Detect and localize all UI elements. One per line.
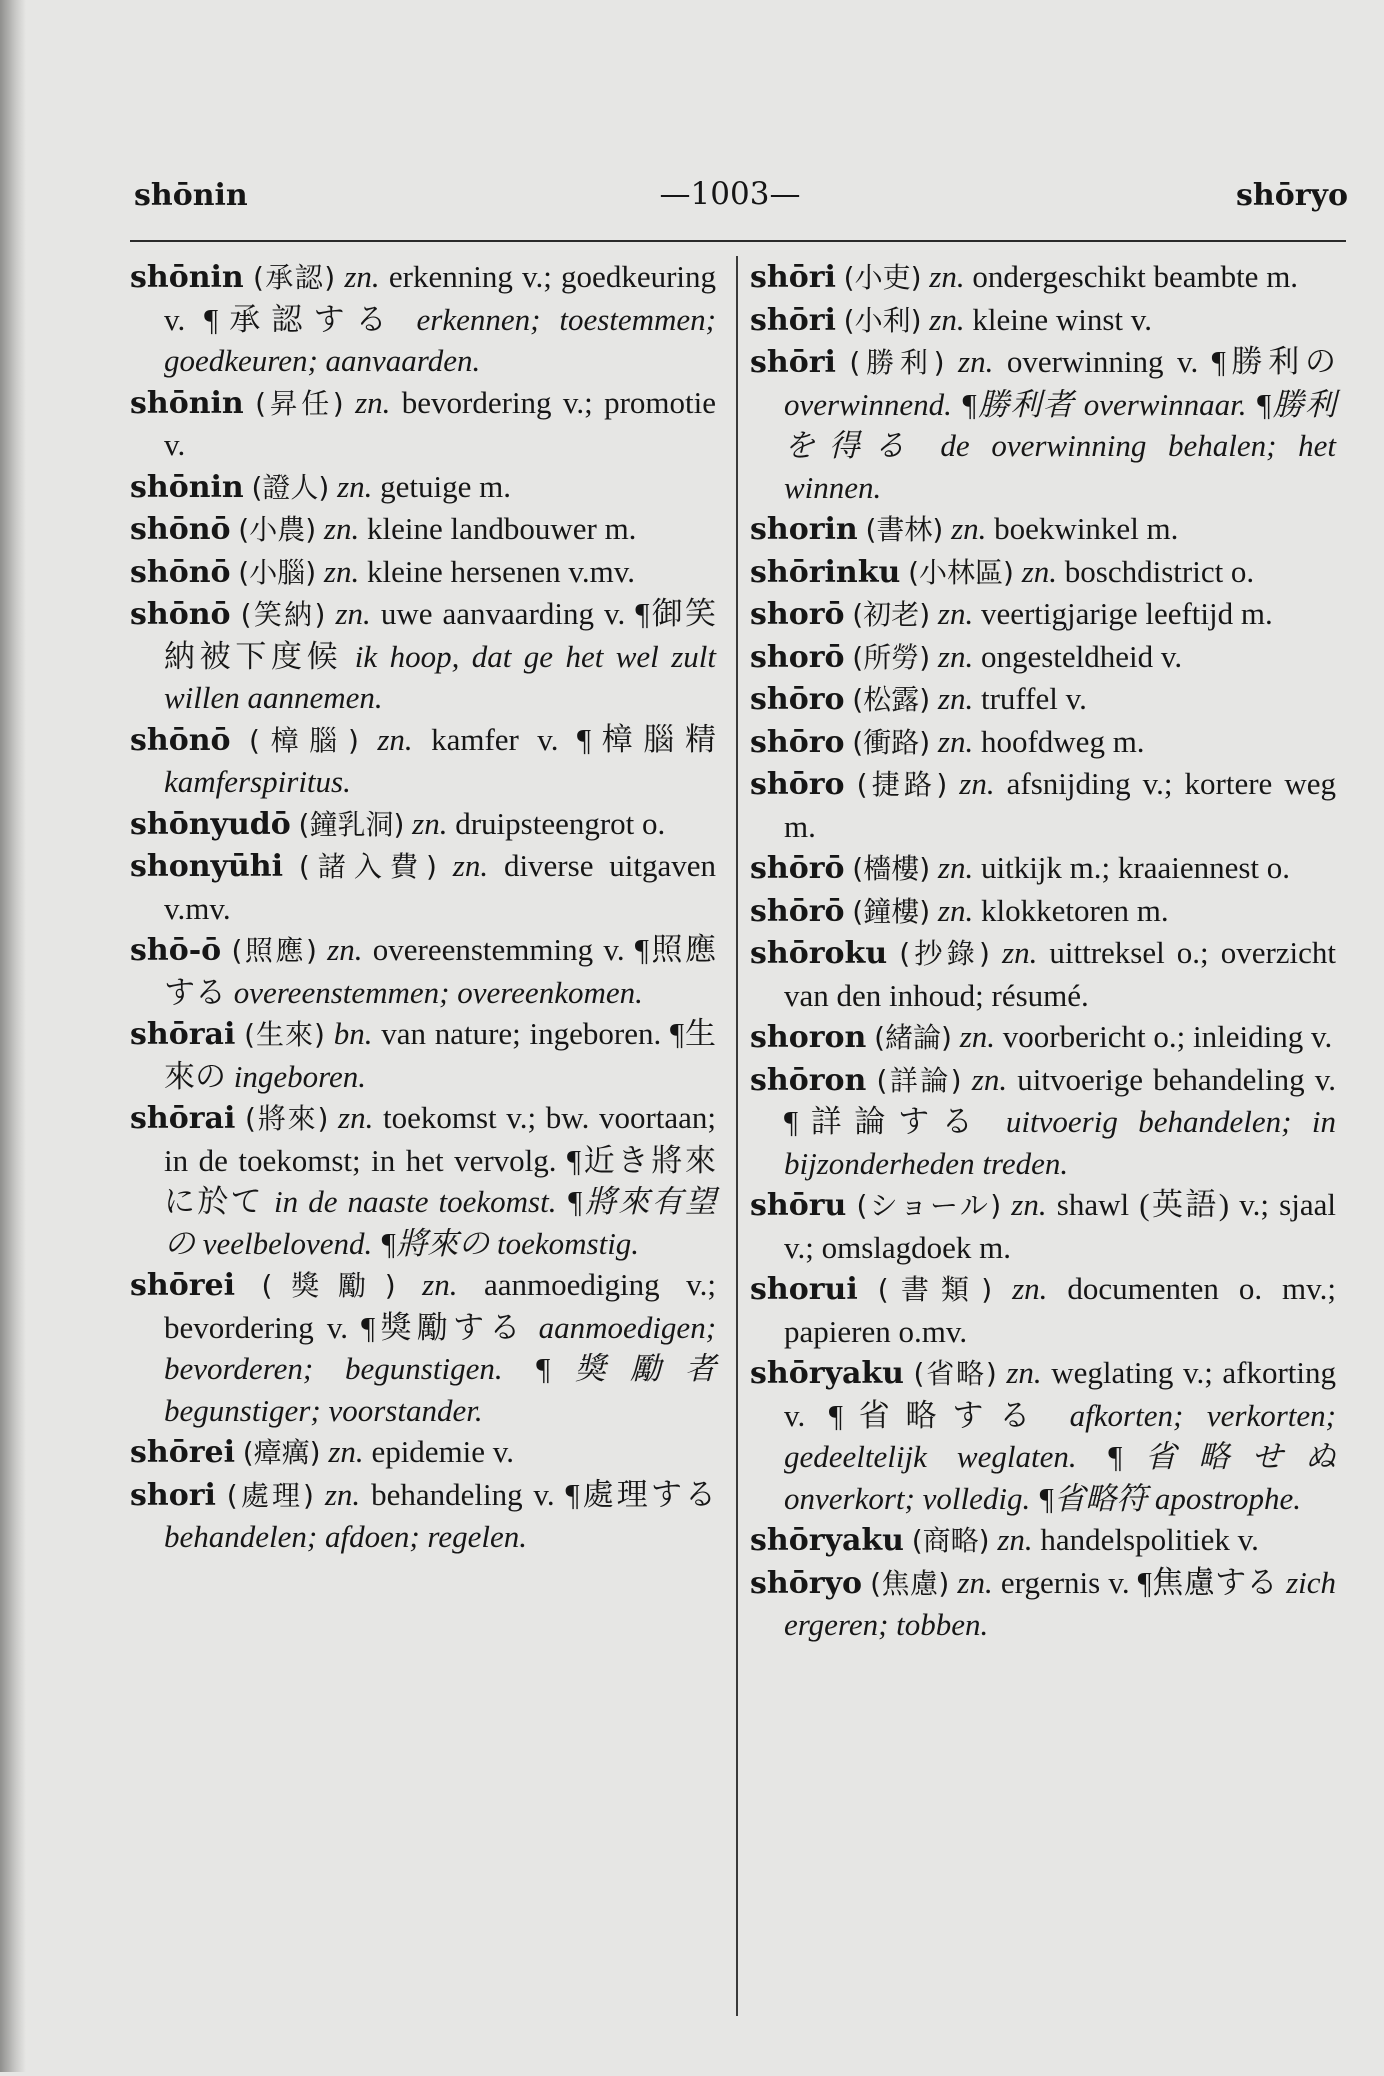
headword: shōrai (130, 1017, 236, 1052)
italic-translation: ingeboren. (233, 1058, 367, 1094)
dictionary-entry (130, 256, 716, 382)
kanji: (檣樓) (852, 852, 931, 885)
definition: druipsteengrot o. (455, 805, 666, 841)
dictionary-entry (750, 551, 1336, 594)
columns (130, 256, 1342, 2076)
part-of-speech: zn. (1011, 1187, 1047, 1222)
definition: ongesteldheid v. (980, 638, 1183, 674)
kanji: (獎勵) (261, 1269, 396, 1302)
dictionary-entry (750, 1268, 1336, 1352)
italic-translation: behandelen; afdoen; regelen. (164, 1519, 527, 1554)
part-of-speech: zn. (338, 1100, 374, 1135)
headword: shorō (750, 597, 845, 632)
headword: shōryaku (750, 1356, 904, 1391)
headword: shorō (750, 639, 845, 675)
headword: shōryo (750, 1565, 862, 1601)
kanji: (焦慮) (870, 1566, 950, 1600)
dictionary-entry (130, 1264, 716, 1431)
kanji: (諸入費) (298, 850, 437, 883)
headword: shōrō (750, 893, 845, 929)
headword: shōri (750, 260, 836, 295)
headword: shōron (750, 1062, 867, 1098)
kanji: (ショール) (856, 1189, 1002, 1222)
italic-translation: zich ergeren; tobben. (784, 1564, 1337, 1642)
kanji: (所勞) (852, 640, 931, 674)
definition: uitvoerige behandeling v. ¶詳論する (784, 1061, 1337, 1139)
definition: voorbericht o.; inleiding v. (1002, 1019, 1333, 1054)
part-of-speech: zn. (422, 1267, 458, 1302)
dictionary-entry (130, 1474, 716, 1558)
part-of-speech: zn. (1021, 553, 1058, 589)
dictionary-entry (750, 1059, 1336, 1185)
kanji: (鐘乳洞) (298, 807, 405, 841)
part-of-speech: zn. (335, 596, 371, 631)
kanji: (笑納) (240, 598, 326, 631)
part-of-speech: zn. (323, 511, 360, 546)
part-of-speech: zn. (958, 344, 994, 379)
part-of-speech: zn. (327, 932, 363, 967)
dictionary-entry (130, 845, 716, 929)
headword: shōrai (130, 1101, 236, 1136)
kanji: (承認) (252, 261, 336, 294)
kanji: (松露) (852, 683, 931, 716)
definition: diverse uitgaven v.mv. (164, 848, 717, 926)
italic-translation: in de naaste toekomst. ¶將來有望の veelbelovend. ¶將來の toekomstig. (164, 1184, 717, 1261)
part-of-speech: zn. (1006, 1355, 1042, 1390)
part-of-speech: zn. (937, 681, 974, 716)
definition: van nature; ingeboren. ¶生來の (164, 1016, 717, 1094)
header-rule (130, 240, 1346, 242)
kanji: (昇任) (255, 386, 344, 420)
header-last-word: shōryo (1236, 178, 1348, 213)
headword: shōrō (750, 851, 845, 886)
definition: erkenning v.; goedkeuring v. ¶承認する (164, 259, 717, 337)
headword: shōro (750, 767, 845, 802)
headword: shōnō (130, 722, 231, 758)
kanji: (書類) (877, 1273, 993, 1306)
part-of-speech: zn. (324, 1476, 361, 1512)
kanji: (生來) (244, 1018, 325, 1051)
definition: truffel v. (980, 681, 1087, 716)
headword: shōro (750, 682, 845, 717)
part-of-speech: zn. (929, 301, 965, 337)
kanji: (鐘樓) (852, 894, 931, 928)
dictionary-entry (130, 1097, 716, 1264)
dictionary-entry (750, 341, 1336, 508)
part-of-speech: zn. (452, 848, 489, 883)
kanji: (瘴癘) (242, 1436, 321, 1469)
definition: uwe aanvaarding v. ¶御笑納被下度候 (164, 596, 717, 674)
kanji: (緒論) (874, 1021, 952, 1054)
definition: klokketoren m. (980, 892, 1169, 928)
headword: shō-ō (130, 933, 222, 968)
kanji: (小腦) (238, 555, 317, 589)
part-of-speech: zn. (337, 468, 373, 504)
headword: shōri (750, 302, 836, 338)
headword: shōryaku (750, 1523, 904, 1558)
dictionary-entry (750, 763, 1336, 847)
definition: bevordering v.; promotie v. (164, 384, 717, 462)
kanji: (衝路) (852, 725, 931, 759)
definition: toekomst v.; bw. voortaan; in de toekomst; in het vervolg. ¶近き將來に於て (164, 1100, 717, 1219)
kanji: (小農) (238, 513, 317, 546)
part-of-speech: zn. (377, 721, 413, 757)
headword: shōnin (130, 469, 244, 505)
column-divider (736, 256, 738, 2016)
headword: shōnō (130, 597, 231, 632)
kanji: (書林) (865, 513, 944, 546)
definition: uitkijk m.; kraaiennest o. (980, 850, 1291, 885)
dictionary-entry (130, 508, 716, 551)
kanji: (樟腦) (248, 723, 359, 757)
dictionary-entry (750, 636, 1336, 679)
definition: kleine hersenen v.mv. (366, 553, 635, 589)
kanji: (將來) (244, 1102, 329, 1135)
part-of-speech: zn. (412, 805, 448, 841)
italic-translation: afkorten; verkorten; gedeeltelijk weglaten. ¶省略せぬ onverkort; volledig. ¶省略符 apostrophe. (784, 1397, 1336, 1516)
part-of-speech: zn. (959, 766, 995, 801)
book-spine-shadow (0, 0, 26, 2072)
definition: veertigjarige leeftijd m. (980, 596, 1273, 631)
definition: ergernis v. ¶焦慮する (1000, 1564, 1278, 1600)
left-column (130, 256, 716, 1558)
dictionary-entry (130, 551, 716, 594)
italic-translation: ik hoop, dat ge het wel zult willen aannemen. (164, 638, 717, 715)
dictionary-entry (130, 1013, 716, 1097)
part-of-speech: zn. (997, 1522, 1033, 1557)
kanji: (商略) (911, 1524, 990, 1557)
italic-translation: uitvoerig behandelen; in bijzonderheden treden. (784, 1104, 1337, 1181)
part-of-speech: zn. (355, 384, 391, 420)
definition: boschdistrict o. (1064, 553, 1255, 589)
definition: getuige m. (380, 468, 512, 504)
definition: shawl (英語) v.; sjaal v.; omslagdoek m. (784, 1187, 1336, 1265)
dictionary-entry (750, 890, 1336, 933)
part-of-speech: zn. (929, 259, 965, 294)
kanji: (小吏) (843, 261, 922, 294)
dictionary-entry (750, 299, 1336, 342)
dictionary-entry (130, 803, 716, 846)
definition: boekwinkel m. (994, 511, 1179, 546)
definition: kamfer v. ¶樟腦精 (431, 721, 717, 757)
part-of-speech: zn. (323, 553, 360, 589)
part-of-speech: zn. (957, 1564, 993, 1600)
header-first-word: shōnin (134, 178, 248, 213)
kanji: (照應) (231, 934, 317, 967)
part-of-speech: zn. (937, 850, 974, 885)
headword: shōro (750, 724, 845, 760)
definition: handelspolitiek v. (1040, 1522, 1259, 1557)
definition: hoofdweg m. (980, 723, 1145, 759)
part-of-speech: zn. (951, 511, 987, 546)
headword: shonyūhi (130, 849, 283, 884)
definition: behandeling v. ¶處理する (371, 1476, 717, 1512)
italic-translation: overwinnend. ¶勝利者 overwinnaar. ¶勝利を得る de overwinning behalen; het winnen. (784, 386, 1336, 505)
italic-translation: aanmoedigen; bevorderen; begunstigen. ¶獎勵者 begunstiger; voorstander. (164, 1309, 717, 1428)
dictionary-entry (750, 1016, 1336, 1059)
headword: shōrinku (750, 554, 901, 590)
kanji: (證人) (251, 470, 330, 504)
headword: shōroku (750, 936, 888, 971)
dictionary-entry (750, 847, 1336, 890)
page-header (120, 160, 1348, 224)
part-of-speech: zn. (1002, 935, 1038, 970)
headword: shōrei (130, 1435, 235, 1470)
headword: shori (130, 1477, 216, 1513)
kanji: (勝利) (849, 346, 945, 379)
kanji: (小林區) (908, 555, 1014, 589)
dictionary-entry (750, 593, 1336, 636)
headword: shōnin (130, 260, 244, 295)
definition: kleine winst v. (972, 301, 1153, 337)
dictionary-entry (750, 1519, 1336, 1562)
dictionary-entry (130, 382, 716, 466)
part-of-speech: zn. (971, 1061, 1008, 1097)
dictionary-entry (750, 721, 1336, 764)
definition: documenten o. mv.; papieren o.mv. (784, 1271, 1336, 1349)
headword: shōnō (130, 554, 231, 590)
definition: aanmoediging v.; bevordering v. ¶獎勵する (164, 1267, 716, 1345)
dictionary-entry (750, 1352, 1336, 1519)
part-of-speech: zn. (328, 1434, 364, 1469)
part-of-speech: zn. (1012, 1271, 1048, 1306)
definition: overwinning v. ¶勝利の (1006, 344, 1337, 379)
part-of-speech: zn. (937, 638, 974, 674)
kanji: (省略) (913, 1357, 997, 1390)
part-of-speech: zn. (937, 723, 974, 759)
kanji: (初老) (852, 598, 931, 631)
headword: shōnin (130, 385, 244, 421)
kanji: (捷路) (856, 768, 948, 801)
dictionary-entry (750, 1562, 1336, 1646)
dictionary-entry (750, 932, 1336, 1016)
right-column (750, 256, 1336, 1646)
definition: ondergeschikt beambte m. (972, 259, 1299, 294)
part-of-speech: zn. (937, 892, 974, 928)
kanji: (處理) (226, 1478, 314, 1512)
dictionary-entry (750, 508, 1336, 551)
part-of-speech: zn. (344, 259, 380, 294)
definition: weglating v.; afkorting v. ¶省略する (784, 1355, 1336, 1433)
dictionary-page (120, 160, 1348, 1642)
dictionary-entry (130, 593, 716, 719)
dictionary-entry (750, 1184, 1336, 1268)
kanji: (小利) (843, 303, 922, 337)
dictionary-entry (130, 719, 716, 803)
definition: overeenstemming v. ¶照應する (164, 932, 717, 1010)
italic-translation: kamferspiritus. (164, 764, 351, 799)
definition: afsnijding v.; kortere weg m. (784, 766, 1336, 844)
headword: shorin (750, 512, 858, 547)
part-of-speech: zn. (937, 596, 974, 631)
italic-translation: overeenstemmen; overeenkomen. (233, 974, 643, 1010)
dictionary-entry (130, 466, 716, 509)
definition: kleine landbouwer m. (366, 511, 637, 546)
page-number: —1003— (659, 176, 801, 212)
headword: shōrei (130, 1268, 235, 1303)
headword: shōnyudō (130, 806, 291, 842)
headword: shōru (750, 1188, 847, 1223)
kanji: (詳論) (876, 1063, 962, 1097)
dictionary-entry (130, 1431, 716, 1474)
dictionary-entry (750, 256, 1336, 299)
headword: shōnō (130, 512, 231, 547)
headword: shoron (750, 1020, 867, 1055)
dictionary-entry (130, 929, 716, 1013)
headword: shorui (750, 1272, 858, 1307)
italic-translation: erkennen; toestemmen; goedkeuren; aanvaarden. (164, 301, 716, 378)
part-of-speech: bn. (333, 1016, 373, 1051)
definition: epidemie v. (371, 1434, 515, 1469)
part-of-speech: zn. (959, 1019, 996, 1054)
dictionary-entry (750, 678, 1336, 721)
kanji: (抄錄) (899, 937, 990, 970)
headword: shōri (750, 345, 836, 380)
definition: uittreksel o.; overzicht van den inhoud; résumé. (784, 935, 1337, 1013)
